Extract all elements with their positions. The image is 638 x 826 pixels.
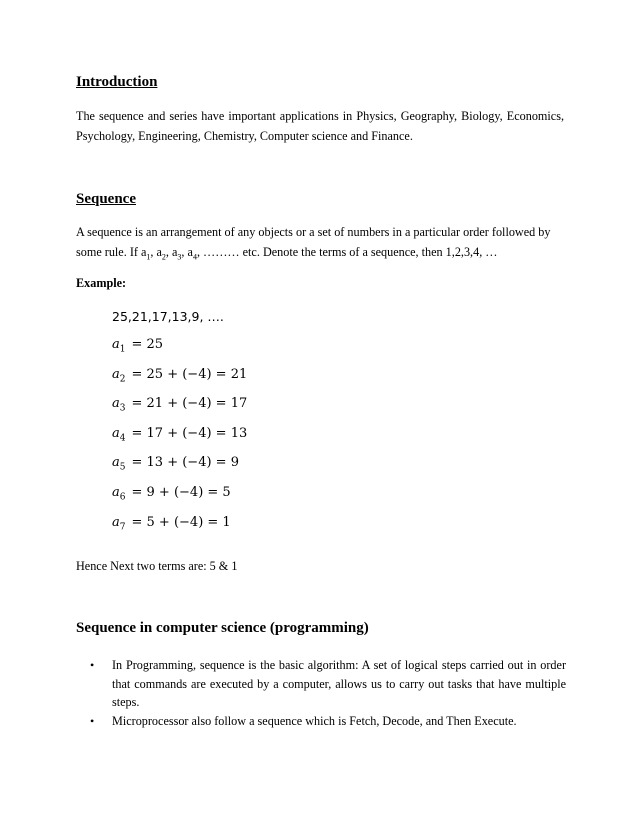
term-equation — [112, 426, 247, 444]
term-equation — [112, 337, 163, 355]
term-subscript: 2 — [119, 374, 126, 385]
term-rhs: = 17 + (−4) = 13 — [131, 425, 248, 441]
programming-bullet-list — [76, 656, 566, 730]
bullet-icon: • — [90, 713, 95, 728]
list-item — [76, 656, 566, 712]
term-subscript: 4 — [119, 433, 126, 444]
term-variable: a — [112, 455, 120, 471]
line2-rest: , ……… etc. Denote the terms of a sequence, then 1,2,3,4, … — [196, 245, 498, 259]
term-equation — [112, 367, 247, 385]
bullet-icon: • — [90, 658, 95, 672]
term-rhs: = 5 + (−4) = 1 — [131, 514, 231, 530]
term-variable: a — [112, 337, 120, 352]
term-equation — [112, 455, 239, 473]
term-subscript: 3 — [119, 403, 126, 414]
sequence-paragraph-line-2: some rule. If $a_1$, $a_2$, $a_3$, $a_4$, ……… etc. Denote the terms of a sequence, then 1,2,3,4, … — [76, 245, 498, 262]
list-item — [76, 712, 566, 731]
bullet-text: In Programming, sequence is the basic algorithm: A set of logical steps carried out in order that commands are executed by a computer, allows us to carry out tasks that have multiple steps. — [112, 658, 566, 709]
introduction-heading: Introduction — [76, 74, 158, 90]
example-label: Example: — [76, 276, 127, 290]
sequence-paragraph-line-1: A sequence is an arrangement of any objects or a set of numbers in a particular order followed by — [76, 225, 551, 239]
term-rhs: = 9 + (−4) = 5 — [131, 485, 231, 500]
introduction-paragraph: The sequence and series have important applications in Physics, Geography, Biology, Economics, Psychology, Engineering, Chemistry, Computer science and Finance. — [76, 109, 564, 143]
term-equation — [112, 515, 231, 533]
term-equation — [112, 485, 231, 503]
conclusion-text: Hence Next two terms are: 5 & 1 — [76, 559, 238, 573]
term-subscript: 1 — [119, 344, 126, 355]
sequence-heading: Sequence — [76, 191, 136, 207]
term-subscript: 5 — [119, 462, 126, 473]
bullet-text: Microprocessor also follow a sequence which is Fetch, Decode, and Then Execute. — [112, 713, 517, 728]
term-variable: a — [112, 514, 120, 530]
term-variable: a — [112, 485, 120, 500]
term-equation — [112, 396, 247, 414]
term-variable: a — [112, 396, 120, 412]
term-subscript: 6 — [119, 492, 126, 503]
term-rhs: = 25 + (−4) = 21 — [131, 366, 248, 382]
series-values: 25,21,17,13,9, …. — [112, 309, 224, 324]
term-variable: a — [112, 425, 120, 441]
term-rhs: = 13 + (−4) = 9 — [131, 455, 239, 471]
programming-heading: Sequence in computer science (programming) — [76, 620, 369, 636]
line2-prefix: some rule. If a — [76, 245, 147, 259]
term-subscript: 7 — [119, 522, 126, 533]
term-rhs: = 21 + (−4) = 17 — [131, 396, 248, 412]
term-rhs: = 25 — [131, 337, 164, 352]
term-variable: a — [112, 366, 120, 382]
